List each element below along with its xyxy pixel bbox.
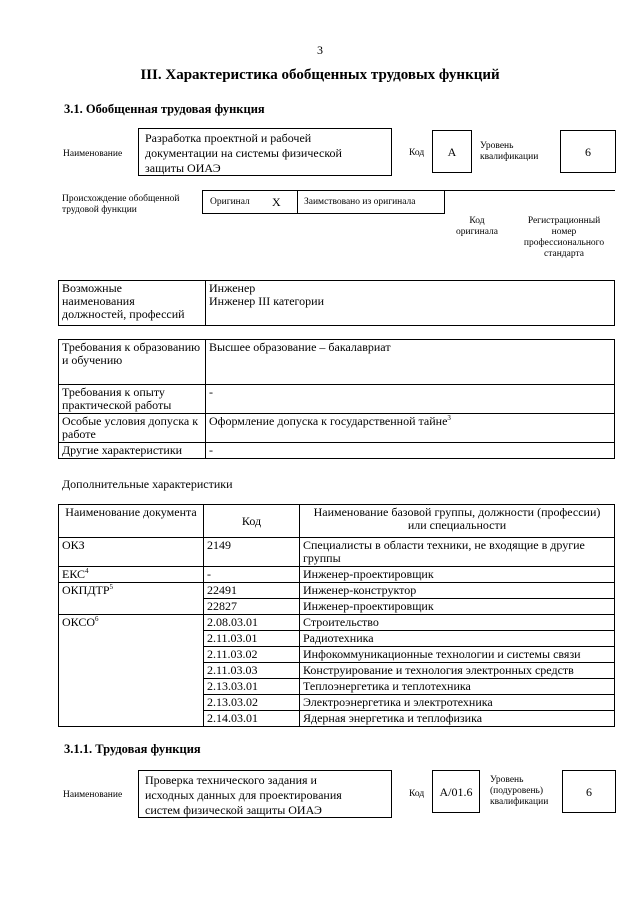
extra-heading: Дополнительные характеристики <box>62 477 233 491</box>
req-value: Высшее образование – бакалавриат <box>206 340 615 385</box>
extra-doc-text: ОКЗ <box>62 538 85 552</box>
page-number: 3 <box>317 43 323 57</box>
extra-code: 2.11.03.01 <box>204 631 300 647</box>
extra-name: Специалисты в области техники, не входящие в другие группы <box>300 538 615 567</box>
positions-table <box>58 280 615 326</box>
borrowed-label: Заимствовано из оригинала <box>304 197 416 207</box>
extra-doc-text: ОКСО <box>62 615 96 629</box>
requirements-table <box>58 339 615 459</box>
tf-level-label-line: (подуровень) <box>490 786 544 796</box>
origin-code-caption <box>440 216 514 238</box>
tf-name-box <box>138 770 392 818</box>
original-label: Оригинал <box>210 197 250 207</box>
gtf-name-line: документации на системы физической <box>145 146 342 160</box>
positions-label <box>59 281 206 326</box>
origin-label <box>62 194 180 216</box>
footnote-ref: 6 <box>95 615 99 623</box>
tf-name-line: Проверка технического задания и <box>145 773 317 787</box>
extra-code: 2.11.03.03 <box>204 663 300 679</box>
footnote-ref: 4 <box>85 567 89 575</box>
gtf-code-label: Код <box>409 148 425 158</box>
extra-code: 2.08.03.01 <box>204 615 300 631</box>
req-value: - <box>206 443 615 459</box>
extra-col-code: Код <box>204 505 300 538</box>
extra-doc <box>59 583 204 615</box>
extra-name: Ядерная энергетика и теплофизика <box>300 711 615 727</box>
extra-code: - <box>204 567 300 583</box>
extra-doc <box>59 538 204 567</box>
extra-name: Радиотехника <box>300 631 615 647</box>
extra-code: 2149 <box>204 538 300 567</box>
extra-name: Инженер-конструктор <box>300 583 615 599</box>
extra-doc-text: ЕКС <box>62 567 86 581</box>
caption-line: Регистрационный <box>527 216 601 226</box>
extra-code: 2.13.03.02 <box>204 695 300 711</box>
gtf-name-label: Наименование <box>63 149 123 159</box>
tf-level-label-line: квалификации <box>490 797 549 807</box>
extra-code: 22491 <box>204 583 300 599</box>
caption-line: Код <box>469 216 485 226</box>
caption-line: оригинала <box>456 227 498 237</box>
tf-name-label: Наименование <box>63 790 123 800</box>
positions-label-line: наименования <box>62 294 135 308</box>
extra-doc <box>59 567 204 583</box>
positions-label-line: должностей, профессий <box>62 307 185 321</box>
positions-values <box>206 281 615 326</box>
req-label: Требования к опыту практической работы <box>59 385 206 414</box>
tf-heading: 3.1.1. Трудовая функция <box>64 742 201 756</box>
extra-col-doc: Наименование документа <box>59 505 204 538</box>
tf-code-label: Код <box>409 789 425 799</box>
gtf-level-label-line: Уровень <box>480 141 514 151</box>
extra-name: Строительство <box>300 615 615 631</box>
extra-name: Теплоэнергетика и теплотехника <box>300 679 615 695</box>
origin-label-line: Происхождение обобщенной <box>62 194 180 204</box>
caption-line: профессионального <box>523 238 605 248</box>
extra-code: 2.14.03.01 <box>204 711 300 727</box>
extra-row <box>59 615 615 631</box>
footnote-ref: 5 <box>109 583 114 591</box>
gtf-level-value: 6 <box>560 130 616 173</box>
tf-level-label-line: Уровень <box>490 775 524 785</box>
extra-code: 2.13.03.01 <box>204 679 300 695</box>
extra-row <box>59 567 615 583</box>
gtf-name-line: защиты ОИАЭ <box>145 161 221 175</box>
original-mark: X <box>272 195 281 209</box>
tf-level-label <box>490 775 548 808</box>
caption-line: стандарта <box>544 249 584 259</box>
extra-name: Инженер-проектировщик <box>300 567 615 583</box>
extra-code: 22827 <box>204 599 300 615</box>
section-title: III. Характеристика обобщенных трудовых функций <box>140 67 500 83</box>
extra-name: Конструирование и технология электронных средств <box>300 663 615 679</box>
req-label: Другие характеристики <box>59 443 206 459</box>
req-value-text: Оформление допуска к государственной тайне <box>209 414 448 428</box>
gtf-level-label-line: квалификации <box>480 152 539 162</box>
origin-label-line: трудовой функции <box>62 205 137 215</box>
gtf-level-label <box>480 141 538 163</box>
extra-name: Инженер-проектировщик <box>300 599 615 615</box>
tf-code-value: А/01.6 <box>432 770 480 813</box>
extra-rows <box>59 538 615 727</box>
extra-name: Инфокоммуникационные технологии и системы связи <box>300 647 615 663</box>
extra-row <box>59 538 615 567</box>
extra-table <box>58 504 615 727</box>
extra-name: Электроэнергетика и электротехника <box>300 695 615 711</box>
tf-level-value: 6 <box>562 770 616 813</box>
req-value: - <box>206 385 615 414</box>
req-label: Особые условия допуска к работе <box>59 414 206 443</box>
req-value <box>206 414 615 443</box>
gtf-heading: 3.1. Обобщенная трудовая функция <box>64 102 265 116</box>
tf-name-line: систем физической защиты ОИАЭ <box>145 803 322 817</box>
positions-label-line: Возможные <box>62 281 122 295</box>
extra-doc <box>59 615 204 727</box>
position-name: Инженер <box>209 281 256 295</box>
extra-code: 2.11.03.02 <box>204 647 300 663</box>
extra-col-name: Наименование базовой группы, должности (профессии) или специальности <box>300 505 615 538</box>
gtf-name-box <box>138 128 392 176</box>
footnote-ref: 3 <box>447 414 451 422</box>
reg-number-caption <box>510 216 618 260</box>
position-name: Инженер III категории <box>209 294 324 308</box>
req-label: Требования к образованию и обучению <box>59 340 206 385</box>
extra-row <box>59 583 615 599</box>
gtf-code-value: А <box>432 130 472 173</box>
caption-line: номер <box>551 227 577 237</box>
gtf-name-line: Разработка проектной и рабочей <box>145 131 312 145</box>
tf-name-line: исходных данных для проектирования <box>145 788 342 802</box>
extra-doc-text: ОКПДТР <box>62 583 110 597</box>
